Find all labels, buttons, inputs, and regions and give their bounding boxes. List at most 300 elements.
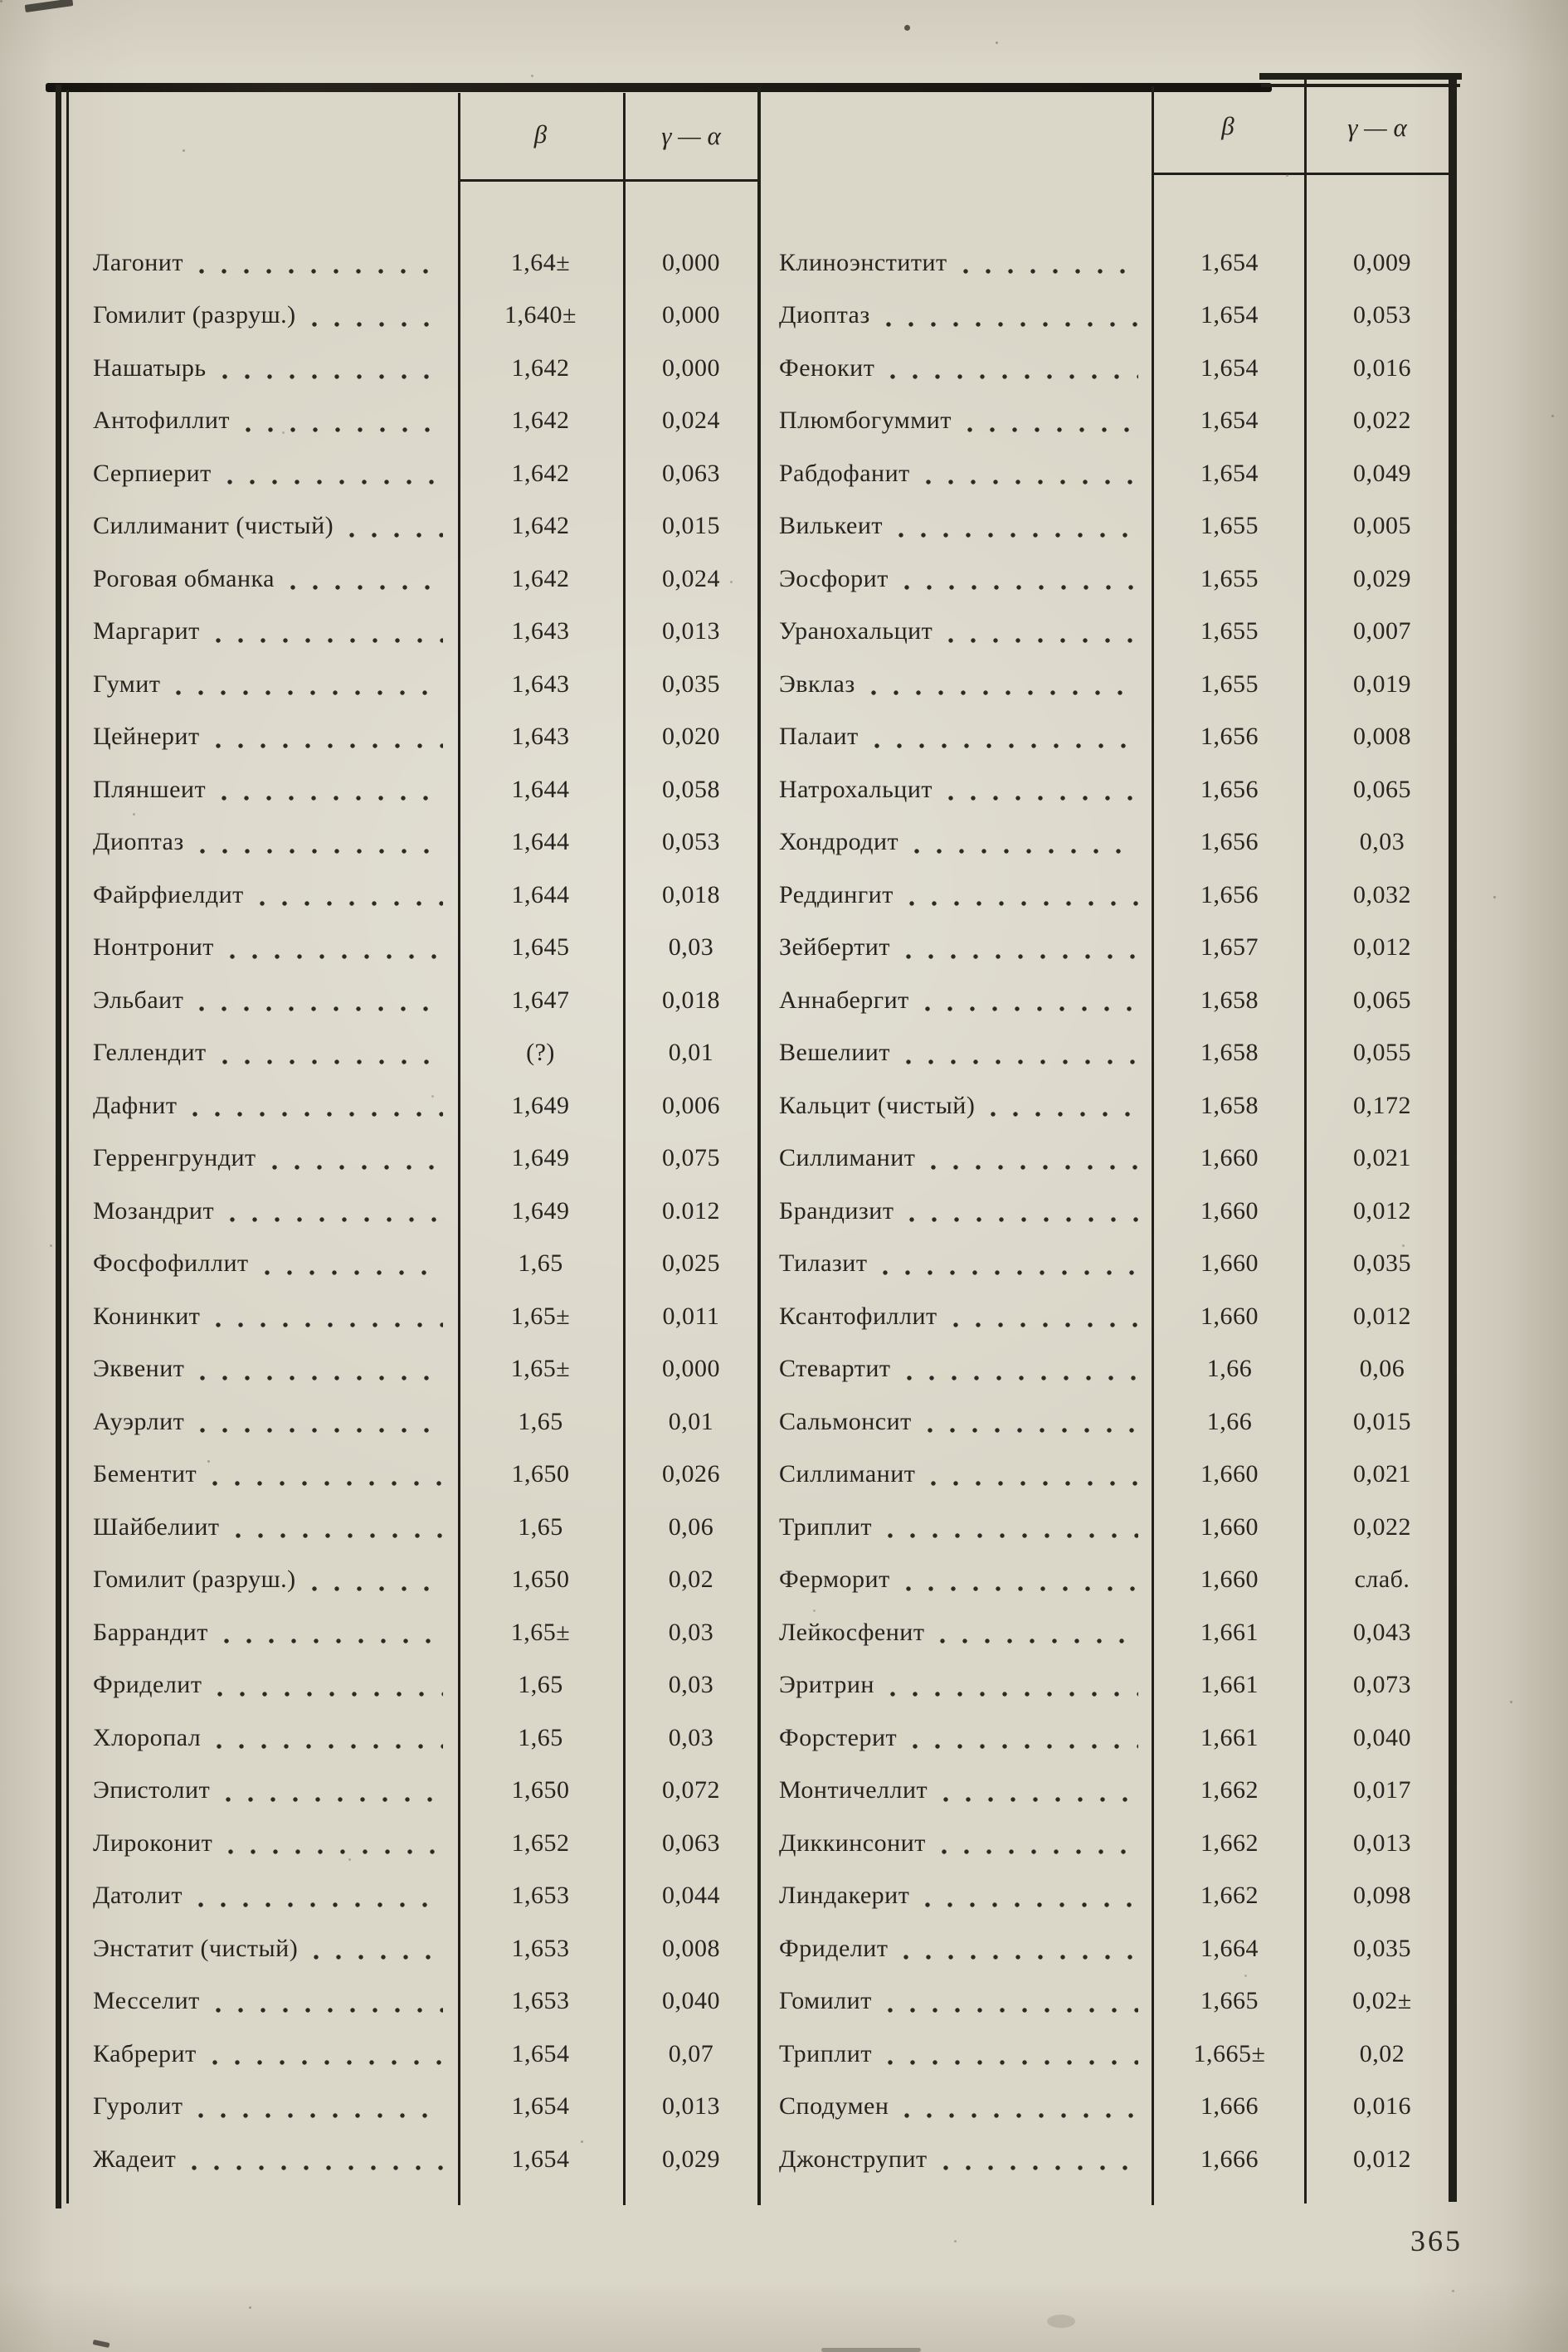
left-rows-container xyxy=(58,83,759,2186)
mineral-name: Месселит xyxy=(93,1987,200,2015)
gamma-alpha-value: 0,065 xyxy=(1353,986,1411,1014)
scan-artifact xyxy=(904,25,910,31)
gamma-alpha-column-header-right: γ — α xyxy=(1347,113,1407,142)
table-row xyxy=(58,2133,759,2186)
table-row xyxy=(759,869,1458,922)
table-row xyxy=(759,1501,1458,1554)
mineral-name: Ксантофиллит xyxy=(779,1302,937,1330)
dot-leader xyxy=(921,1870,1138,1923)
gamma-alpha-value: 0,058 xyxy=(662,775,720,803)
mineral-name: Вешелиит xyxy=(779,1039,890,1067)
table-row xyxy=(759,290,1458,343)
gamma-alpha-value: 0,03 xyxy=(668,933,714,962)
mineral-name: Баррандит xyxy=(93,1618,208,1646)
gamma-alpha-value: 0,06 xyxy=(668,1512,714,1541)
dot-leader xyxy=(900,553,1138,606)
mineral-name: Кальцит (чистый) xyxy=(779,1091,976,1119)
mineral-name: Реддингит xyxy=(779,880,894,908)
table-row xyxy=(759,1449,1458,1502)
mineral-name: Конинкит xyxy=(93,1302,201,1330)
gamma-alpha-value: 0,013 xyxy=(662,2092,720,2121)
beta-value: 1,65± xyxy=(510,1302,571,1330)
beta-value: 1,665 xyxy=(1200,1987,1259,2015)
beta-value: 1,662 xyxy=(1200,1882,1259,1910)
table-row xyxy=(58,1132,759,1186)
beta-value: 1,653 xyxy=(511,1882,570,1910)
dot-leader xyxy=(959,236,1138,290)
dot-leader xyxy=(902,1027,1138,1080)
dot-leader xyxy=(939,2133,1138,2186)
dot-leader xyxy=(212,1975,443,2028)
mineral-name: Диккинсонит xyxy=(779,1829,926,1857)
beta-value: 1,661 xyxy=(1200,1671,1259,1699)
mineral-name: Триплит xyxy=(779,2039,872,2067)
gamma-alpha-value: 0,03 xyxy=(668,1671,714,1699)
beta-value: 1,666 xyxy=(1200,2092,1259,2121)
table-row xyxy=(759,1185,1458,1238)
mineral-name: Лагонит xyxy=(93,248,183,276)
table-row xyxy=(58,1765,759,1818)
mineral-name: Роговая обманка xyxy=(93,564,275,592)
gamma-alpha-value: 0,024 xyxy=(662,564,720,592)
mineral-name: Вилькеит xyxy=(779,512,884,540)
gamma-alpha-value: 0,021 xyxy=(1353,1144,1411,1172)
beta-value: 1,643 xyxy=(511,723,570,751)
gamma-alpha-value: 0,000 xyxy=(662,301,720,329)
beta-value: 1,656 xyxy=(1200,828,1259,856)
mineral-name: Герренгрундит xyxy=(93,1144,256,1172)
table-row xyxy=(58,553,759,606)
beta-value: 1,658 xyxy=(1200,1039,1259,1067)
beta-value: 1,654 xyxy=(511,2145,570,2173)
table-row xyxy=(759,1606,1458,1659)
table-row xyxy=(759,1817,1458,1870)
beta-value: 1,65 xyxy=(518,1723,563,1751)
gamma-alpha-value: 0,029 xyxy=(662,2145,720,2173)
page-number: 365 xyxy=(1410,2224,1463,2257)
gamma-alpha-value: 0,035 xyxy=(1353,1249,1411,1278)
table-row xyxy=(58,1027,759,1080)
gamma-alpha-value: 0,065 xyxy=(1353,775,1411,803)
dot-leader xyxy=(886,1659,1138,1712)
gamma-alpha-value: 0,075 xyxy=(662,1144,720,1172)
table-row xyxy=(759,1079,1458,1132)
gamma-alpha-value: 0,02 xyxy=(1359,2039,1405,2067)
mineral-name: Клиноэнститит xyxy=(779,248,947,276)
dot-leader xyxy=(884,1501,1138,1554)
dot-leader xyxy=(196,1395,443,1449)
gamma-alpha-value: 0,006 xyxy=(662,1091,720,1119)
beta-value: 1,654 xyxy=(1200,407,1259,435)
beta-value: 1,660 xyxy=(1200,1460,1259,1488)
dot-leader xyxy=(226,922,443,975)
gamma-alpha-value: 0,03 xyxy=(668,1723,714,1751)
mineral-name: Фриделит xyxy=(779,1934,889,1962)
scan-artifact xyxy=(93,2340,110,2348)
table-row xyxy=(759,1132,1458,1186)
dot-leader xyxy=(208,2028,443,2081)
dot-leader xyxy=(927,1132,1138,1186)
beta-value: 1,654 xyxy=(1200,459,1259,487)
dot-leader xyxy=(231,1501,443,1554)
table-row xyxy=(759,1343,1458,1396)
table-row xyxy=(759,1027,1458,1080)
scan-artifact xyxy=(1047,2315,1075,2328)
gamma-alpha-value: 0,032 xyxy=(1353,880,1411,908)
dot-leader xyxy=(345,500,443,553)
dot-leader xyxy=(884,1975,1138,2028)
mineral-name: Монтичеллит xyxy=(779,1776,928,1804)
mineral-name: Гомилит xyxy=(779,1987,872,2015)
dot-leader xyxy=(927,1449,1138,1502)
dot-leader xyxy=(308,290,443,343)
beta-value: 1,649 xyxy=(511,1196,570,1225)
beta-value: 1,650 xyxy=(511,1460,570,1488)
mineral-name: Бементит xyxy=(93,1460,197,1488)
dot-leader xyxy=(884,2028,1138,2081)
beta-value: 1,654 xyxy=(511,2039,570,2067)
mineral-name: Кабрерит xyxy=(93,2039,197,2067)
table-row xyxy=(58,447,759,500)
gamma-alpha-value: 0,012 xyxy=(1353,933,1411,962)
gamma-alpha-value: 0,008 xyxy=(662,1934,720,1962)
mineral-name: Эритрин xyxy=(779,1671,874,1699)
gamma-alpha-value: 0,015 xyxy=(1353,1407,1411,1435)
beta-value: 1,654 xyxy=(1200,353,1259,382)
mineral-name: Диоптаз xyxy=(93,828,184,856)
beta-column-header-right: β xyxy=(1221,111,1234,140)
mineral-name: Хондродит xyxy=(779,828,899,856)
mineral-name: Эпистолит xyxy=(93,1776,211,1804)
mineral-name: Диоптаз xyxy=(779,301,870,329)
gamma-alpha-value: 0,016 xyxy=(1353,353,1411,382)
table-row xyxy=(58,1975,759,2028)
table-row xyxy=(759,1712,1458,1765)
table-row xyxy=(759,1975,1458,2028)
beta-value: 1,65± xyxy=(510,1618,571,1646)
table-row xyxy=(759,1659,1458,1712)
dot-leader xyxy=(195,236,443,290)
gamma-alpha-value: 0,03 xyxy=(668,1618,714,1646)
gamma-alpha-value: 0,053 xyxy=(662,828,720,856)
gamma-alpha-value: 0,011 xyxy=(662,1302,720,1330)
dot-leader xyxy=(879,1238,1138,1291)
gamma-alpha-value: 0,021 xyxy=(1353,1460,1411,1488)
table-row xyxy=(58,2028,759,2081)
table-row xyxy=(759,1238,1458,1291)
mineral-name: Жадеит xyxy=(93,2145,177,2173)
table-row xyxy=(58,1343,759,1396)
beta-value: 1,653 xyxy=(511,1934,570,1962)
beta-value: 1,660 xyxy=(1200,1566,1259,1594)
dot-leader xyxy=(172,658,443,711)
gamma-alpha-value: 0,063 xyxy=(662,1829,720,1857)
beta-value: 1,650 xyxy=(511,1566,570,1594)
beta-value: 1,642 xyxy=(511,459,570,487)
table-row xyxy=(759,711,1458,764)
beta-value: 1,642 xyxy=(511,353,570,382)
mineral-name: Фриделит xyxy=(93,1671,202,1699)
table-row xyxy=(58,1290,759,1343)
dot-leader xyxy=(220,1606,443,1659)
mineral-name: Хлоропал xyxy=(93,1723,202,1751)
dot-leader xyxy=(910,816,1138,869)
gamma-alpha-value: 0,06 xyxy=(1359,1355,1405,1383)
dot-leader xyxy=(902,922,1138,975)
table-row xyxy=(58,606,759,659)
mineral-name: Силлиманит xyxy=(779,1144,916,1172)
beta-value: 1,656 xyxy=(1200,775,1259,803)
dot-leader xyxy=(870,711,1138,764)
table-row xyxy=(58,2081,759,2134)
table-row xyxy=(759,922,1458,975)
mineral-name: Фосфофиллит xyxy=(93,1249,249,1278)
scan-artifact xyxy=(25,0,74,12)
dot-leader xyxy=(882,290,1138,343)
table-row xyxy=(759,816,1458,869)
table-row xyxy=(759,1554,1458,1607)
mineral-name: Датолит xyxy=(93,1882,183,1910)
dot-leader xyxy=(196,816,443,869)
table-row xyxy=(58,1554,759,1607)
table-row xyxy=(58,1449,759,1502)
table-row xyxy=(759,974,1458,1027)
dot-leader xyxy=(923,1395,1138,1449)
scan-artifact xyxy=(821,2348,921,2352)
gamma-alpha-value: 0,040 xyxy=(1353,1723,1411,1751)
dot-leader xyxy=(194,1870,443,1923)
beta-value: 1,655 xyxy=(1200,512,1259,540)
table-row xyxy=(759,236,1458,290)
mineral-name: Гомилит (разруш.) xyxy=(93,301,296,329)
mineral-name: Эквенит xyxy=(93,1355,185,1383)
table-top-border-right xyxy=(1259,73,1462,80)
dot-leader xyxy=(261,1238,443,1291)
dot-leader xyxy=(226,1185,443,1238)
table-row xyxy=(58,763,759,816)
dot-leader xyxy=(223,447,443,500)
dot-leader xyxy=(187,2133,443,2186)
dot-leader xyxy=(212,711,443,764)
dot-leader xyxy=(256,869,443,922)
beta-value: 1,644 xyxy=(511,828,570,856)
beta-value: 1,660 xyxy=(1200,1144,1259,1172)
dot-leader xyxy=(963,395,1138,448)
table-row xyxy=(58,1817,759,1870)
table-row xyxy=(58,1606,759,1659)
table-row xyxy=(759,342,1458,395)
right-rows-container xyxy=(759,83,1458,2186)
dot-leader xyxy=(218,1027,443,1080)
dot-leader xyxy=(268,1132,443,1186)
table-row xyxy=(58,869,759,922)
table-row xyxy=(58,658,759,711)
beta-value: 1,662 xyxy=(1200,1776,1259,1804)
beta-value: 1,66 xyxy=(1206,1355,1253,1383)
mineral-name: Нашатырь xyxy=(93,353,207,382)
gamma-alpha-value: 0,013 xyxy=(1353,1829,1411,1857)
beta-value: 1,652 xyxy=(511,1829,570,1857)
mineral-name: Эосфорит xyxy=(779,564,889,592)
beta-value: 1,65 xyxy=(518,1512,563,1541)
dot-leader xyxy=(905,1185,1138,1238)
mineral-name: Стевартит xyxy=(779,1355,891,1383)
table-row xyxy=(58,500,759,553)
gamma-alpha-value: 0,017 xyxy=(1353,1776,1411,1804)
table-row xyxy=(759,1765,1458,1818)
mineral-name: Плюмбогуммит xyxy=(779,407,952,435)
mineral-name: Брандизит xyxy=(779,1196,894,1225)
dot-leader xyxy=(905,869,1138,922)
mineral-name: Палаит xyxy=(779,723,859,751)
gamma-alpha-value: 0,019 xyxy=(1353,670,1411,698)
dot-leader xyxy=(900,2081,1138,2134)
beta-value: 1,642 xyxy=(511,407,570,435)
beta-value: 1,656 xyxy=(1200,880,1259,908)
beta-value: 1,655 xyxy=(1200,564,1259,592)
dot-leader xyxy=(212,606,443,659)
gamma-alpha-value: 0,035 xyxy=(1353,1934,1411,1962)
mineral-name: Сподумен xyxy=(779,2092,889,2121)
beta-value: 1,660 xyxy=(1200,1196,1259,1225)
table-row xyxy=(58,1238,759,1291)
gamma-alpha-value: 0.012 xyxy=(662,1196,720,1225)
table-left-half xyxy=(58,83,759,2186)
beta-value: 1,662 xyxy=(1200,1829,1259,1857)
table-row xyxy=(58,816,759,869)
gamma-alpha-value: 0,012 xyxy=(1353,2145,1411,2173)
gamma-alpha-value: 0,053 xyxy=(1353,301,1411,329)
beta-value: 1,645 xyxy=(511,933,570,962)
beta-value: 1,65 xyxy=(518,1671,563,1699)
gamma-alpha-value: 0,020 xyxy=(662,723,720,751)
beta-value: 1,666 xyxy=(1200,2145,1259,2173)
table-row xyxy=(58,342,759,395)
gamma-alpha-value: 0,008 xyxy=(1353,723,1411,751)
mineral-name: Форстерит xyxy=(779,1723,898,1751)
mineral-name: Ферморит xyxy=(779,1566,890,1594)
gamma-alpha-value: 0,03 xyxy=(1359,828,1405,856)
beta-value: 1,65 xyxy=(518,1407,563,1435)
gamma-alpha-value: 0,02 xyxy=(668,1566,714,1594)
dot-leader xyxy=(224,1817,443,1870)
gamma-alpha-value: слаб. xyxy=(1354,1566,1410,1594)
gamma-alpha-value: 0,044 xyxy=(662,1882,720,1910)
dot-leader xyxy=(286,553,443,606)
gamma-alpha-value: 0,072 xyxy=(662,1776,720,1804)
gamma-alpha-value: 0,026 xyxy=(662,1460,720,1488)
mineral-name: Дафнит xyxy=(93,1091,178,1119)
mineral-name: Силлиманит xyxy=(779,1460,916,1488)
beta-value: 1,65± xyxy=(510,1355,571,1383)
mineral-name: Серпиерит xyxy=(93,459,212,487)
mineral-name: Тилазит xyxy=(779,1249,868,1278)
beta-value: 1,644 xyxy=(511,880,570,908)
table-row xyxy=(759,2133,1458,2186)
mineral-name: Гуролит xyxy=(93,2092,183,2121)
beta-value: 1,660 xyxy=(1200,1512,1259,1541)
gamma-alpha-value: 0,000 xyxy=(662,248,720,276)
mineral-name: Гумит xyxy=(93,670,161,698)
dot-leader xyxy=(936,1606,1138,1659)
beta-value: 1,643 xyxy=(511,617,570,645)
table-row xyxy=(58,1395,759,1449)
mineral-name: Триплит xyxy=(779,1512,872,1541)
table-row xyxy=(58,395,759,448)
beta-value: 1,647 xyxy=(511,986,570,1014)
mineral-name: Фенокит xyxy=(779,353,875,382)
beta-value: 1,650 xyxy=(511,1776,570,1804)
beta-value: 1,66 xyxy=(1206,1407,1253,1435)
beta-value: 1,658 xyxy=(1200,1091,1259,1119)
dot-leader xyxy=(308,1554,443,1607)
mineral-name: Шайбелиит xyxy=(93,1512,220,1541)
mineral-name: Мозандрит xyxy=(93,1196,215,1225)
table-row xyxy=(759,658,1458,711)
dot-leader xyxy=(241,395,443,448)
dot-leader xyxy=(949,1290,1138,1343)
table-row xyxy=(759,553,1458,606)
gamma-alpha-value: 0,07 xyxy=(668,2039,714,2067)
dot-leader xyxy=(903,1343,1138,1396)
table-row xyxy=(58,1079,759,1132)
gamma-alpha-value: 0,022 xyxy=(1353,407,1411,435)
gamma-alpha-value: 0,016 xyxy=(1353,2092,1411,2121)
table-right-half xyxy=(759,83,1458,2186)
table-row xyxy=(58,1712,759,1765)
dot-leader xyxy=(218,342,443,395)
mineral-name: Сальмонсит xyxy=(779,1407,912,1435)
beta-column-header-left: β xyxy=(533,119,548,149)
dot-leader xyxy=(212,1712,443,1765)
gamma-alpha-value: 0,040 xyxy=(662,1987,720,2015)
beta-value: 1,655 xyxy=(1200,670,1259,698)
beta-value: 1,653 xyxy=(511,1987,570,2015)
beta-value: 1,644 xyxy=(511,775,570,803)
beta-value: 1,654 xyxy=(1200,301,1259,329)
gamma-alpha-value: 0,063 xyxy=(662,459,720,487)
mineral-name: Цейнерит xyxy=(93,723,200,751)
table-row xyxy=(58,236,759,290)
table-row xyxy=(759,2081,1458,2134)
dot-leader xyxy=(902,1554,1138,1607)
beta-value: 1,64± xyxy=(510,248,571,276)
table-row xyxy=(58,1922,759,1975)
table-row xyxy=(759,2028,1458,2081)
gamma-alpha-value: 0,098 xyxy=(1353,1882,1411,1910)
dot-leader xyxy=(194,2081,443,2134)
table-row xyxy=(58,290,759,343)
mineral-name: Энстатит (чистый) xyxy=(93,1934,299,1962)
gamma-alpha-value: 0,049 xyxy=(1353,459,1411,487)
table-row xyxy=(58,974,759,1027)
mineral-name: Зейбертит xyxy=(779,933,890,962)
gamma-alpha-value: 0,012 xyxy=(1353,1302,1411,1330)
beta-value: 1,656 xyxy=(1200,723,1259,751)
gamma-alpha-value: 0,005 xyxy=(1353,512,1411,540)
mineral-name: Нонтронит xyxy=(93,933,214,962)
dot-leader xyxy=(944,606,1138,659)
mineral-name: Рабдофанит xyxy=(779,459,910,487)
beta-value: 1,640± xyxy=(504,301,577,329)
beta-value: 1,65 xyxy=(518,1249,563,1278)
beta-value: 1,665± xyxy=(1193,2039,1266,2067)
dot-leader xyxy=(921,974,1138,1027)
dot-leader xyxy=(213,1659,443,1712)
beta-value: 1,643 xyxy=(511,670,570,698)
gamma-alpha-value: 0,018 xyxy=(662,880,720,908)
beta-value: 1,654 xyxy=(511,2092,570,2121)
